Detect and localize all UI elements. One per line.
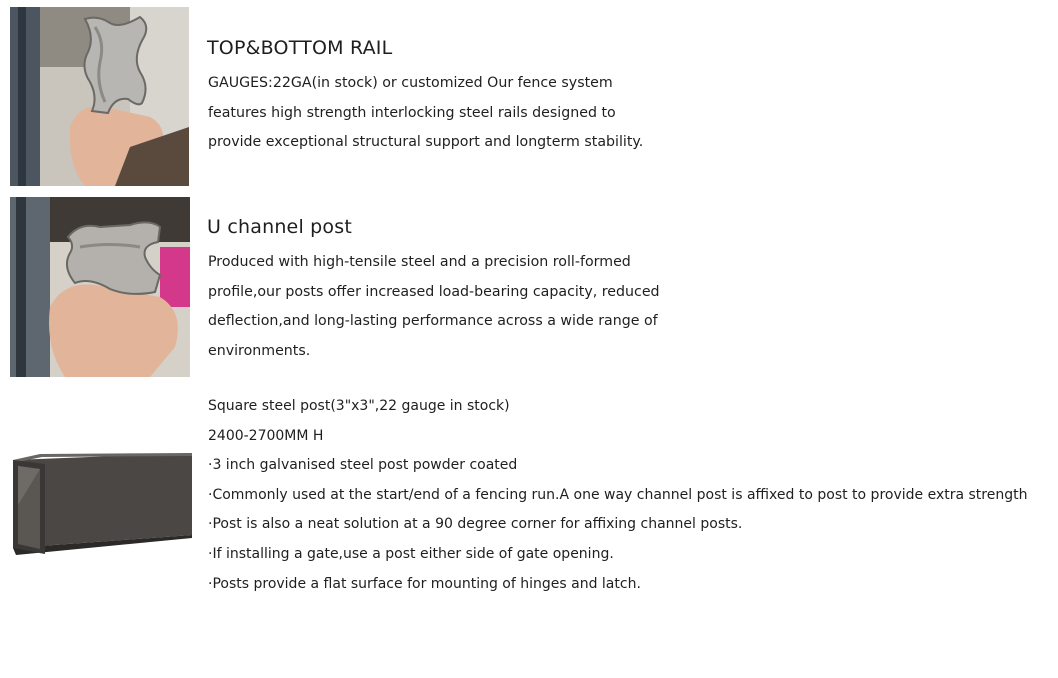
rail-title: TOP&BOTTOM RAIL [207, 37, 393, 59]
u-channel-line: environments. [208, 342, 311, 359]
u-channel-post-photo [10, 197, 190, 377]
square-post-line: ·Posts provide a flat surface for mounting of hinges and latch. [208, 575, 641, 592]
u-channel-line: profile,our posts offer increased load-bearing capacity, reduced [208, 283, 660, 300]
square-post-line: ·3 inch galvanised steel post powder coated [208, 457, 518, 474]
square-post-line: ·If installing a gate,use a post either side of gate opening. [208, 545, 614, 562]
square-post-line: Square steel post(3"x3",22 gauge in stock) [208, 398, 510, 414]
u-channel-post-description [208, 248, 660, 366]
square-post-line: 2400-2700MM H [208, 427, 324, 444]
square-post-description [208, 392, 1027, 599]
u-channel-line: Produced with high-tensile steel and a precision roll-formed [208, 254, 631, 270]
square-post-line: ·Post is also a neat solution at a 90 degree corner for affixing channel posts. [208, 516, 743, 533]
square-post-line: ·Commonly used at the start/end of a fencing run.A one way channel post is affixed to post to provide extra strength [208, 486, 1028, 503]
rail-line: provide exceptional structural support and longterm stability. [208, 134, 644, 151]
u-channel-post-title: U channel post [207, 216, 353, 238]
rail-line: GAUGES:22GA(in stock) or customized Our fence system [208, 75, 613, 91]
rail-line: features high strength interlocking steel rails designed to [208, 104, 616, 121]
u-channel-line: deflection,and long-lasting performance across a wide range of [208, 313, 658, 330]
rail-description [208, 69, 643, 158]
square-steel-post-image [10, 450, 195, 562]
rail-photo [10, 7, 189, 186]
